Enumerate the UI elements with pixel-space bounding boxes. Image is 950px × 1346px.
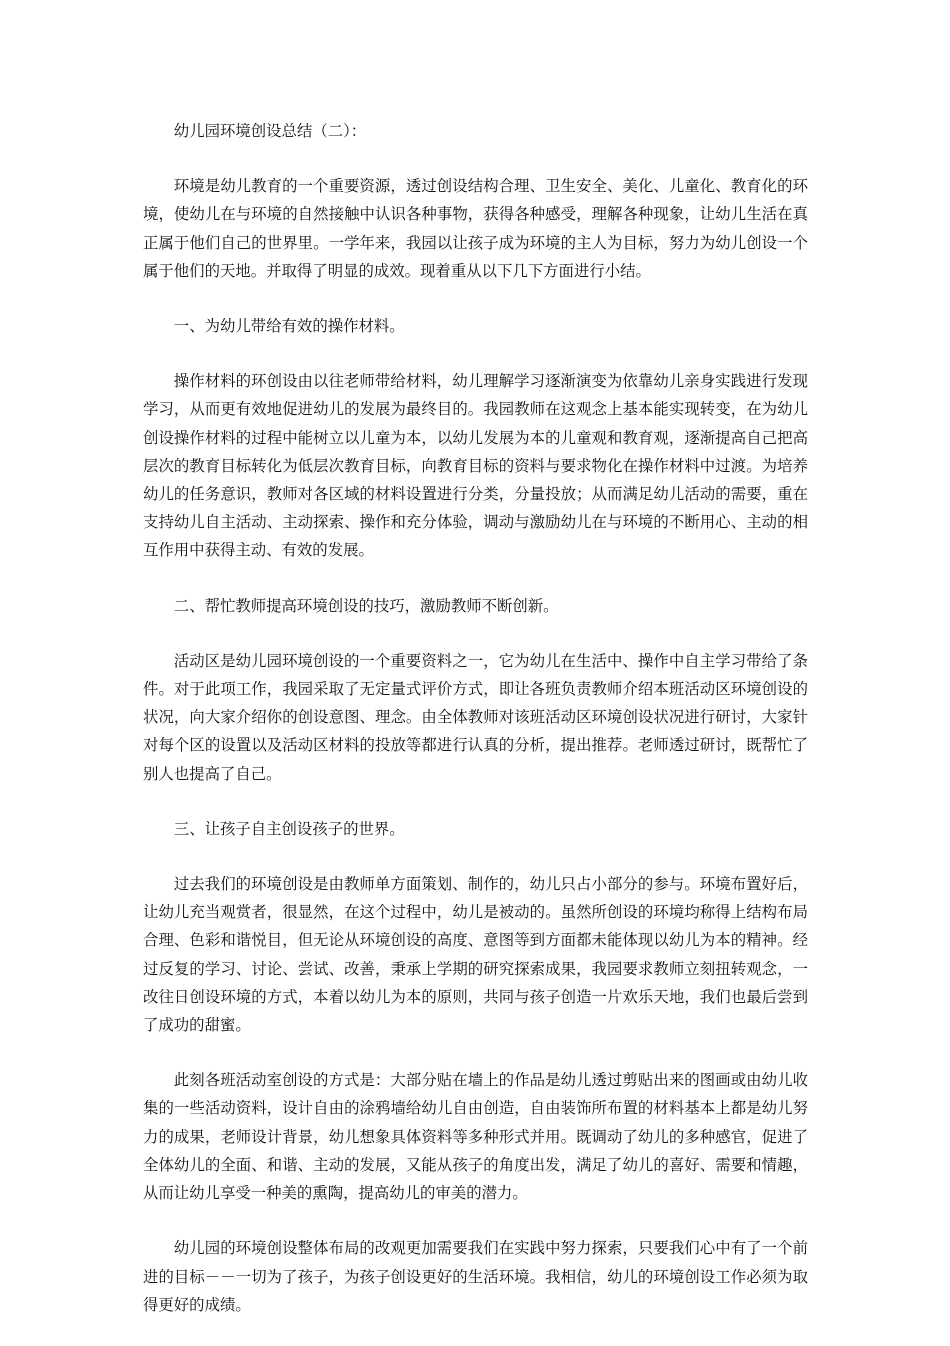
section-2-paragraph: 活动区是幼儿园环境创设的一个重要资料之一，它为幼儿在生活中、操作中自主学习带给了条件。对于此项工作，我园采取了无定量式评价方式，即让各班负责教师介绍本班活动区环境创设的状况，向大家介绍你的创设意图、理念。由全体教师对该班活动区环境创设状况进行研讨，大家针对每个区的设置以及活动区材料的投放等都进行认真的分析，提出推荐。老师透过研讨，既帮忙了别人也提高了自己。 xyxy=(143,651,808,783)
section-1-heading: 一、为幼儿带给有效的操作材料。 xyxy=(173,317,405,336)
conclusion-paragraph: 幼儿园的环境创设整体布局的改观更加需要我们在实践中努力探索，只要我们心中有了一个前进的目标－－一切为了孩子，为孩子创设更好的生活环境。我相信，幼儿的环境创设工作必须为取得更好的成绩。 xyxy=(143,1239,808,1314)
document-title: 幼儿园环境创设总结（二）： xyxy=(173,122,367,140)
section-3-paragraph: 过去我们的环境创设是由教师单方面策划、制作的，幼儿只占小部分的参与。环境布置好后，让幼儿充当观赏者，很显然，在这个过程中，幼儿是被动的。虽然所创设的环境均称得上结构布局合理、色彩和谐悦目，但无论从环境创设的高度、意图等到方面都未能体现以幼儿为本的精神。经过反复的学习、讨论、尝试、改善，秉承上学期的研究探索成果，我园要求教师立刻扭转观念，一改往日创设环境的方式，本着以幼儿为本的原则，共同与孩子创造一片欢乐天地，我们也最后尝到了成功的甜蜜。 xyxy=(143,875,808,1035)
section-1-paragraph: 操作材料的环创设由以往老师带给材料，幼儿理解学习逐渐演变为依靠幼儿亲身实践进行发现学习，从而更有效地促进幼儿的发展为最终目的。我园教师在这观念上基本能实现转变，在为幼儿创设操作材料的过程中能树立以儿童为本，以幼儿发展为本的儿童观和教育观，逐渐提高自己把高层次的教育目标转化为低层次教育目标，向教育目标的资料与要求物化在操作材料中过渡。为培养幼儿的任务意识，教师对各区域的材料设置进行分类，分量投放；从而满足幼儿活动的需要，重在支持幼儿自主活动、主动探索、操作和充分体验，调动与激励幼儿在与环境的不断用心、主动的相互作用中获得主动、有效的发展。 xyxy=(143,372,808,560)
intro-paragraph: 环境是幼儿教育的一个重要资源，透过创设结构合理、卫生安全、美化、儿童化、教育化的环境，使幼儿在与环境的自然接触中认识各种事物，获得各种感受，理解各种现象，让幼儿生活在真正属于他们自己的世界里。一学年来，我园以让孩子成为环境的主人为目标，努力为幼儿创设一个属于他们的天地。并取得了明显的成效。现着重从以下几下方面进行小结。 xyxy=(143,177,808,280)
document-body xyxy=(143,117,808,1346)
section-2-heading: 二、帮忙教师提高环境创设的技巧，激励教师不断创新。 xyxy=(173,596,559,615)
section-3-heading: 三、让孩子自主创设孩子的世界。 xyxy=(173,819,405,838)
section-3-paragraph-2: 此刻各班活动室创设的方式是：大部分贴在墙上的作品是幼儿透过剪贴出来的图画或由幼儿收集的一些活动资料，设计自由的涂鸦墙给幼儿自由创造，自由装饰所布置的材料基本上都是幼儿努力的成果，老师设计背景，幼儿想象具体资料等多种形式并用。既调动了幼儿的多种感官，促进了全体幼儿的全面、和谐、主动的发展，又能从孩子的角度出发，满足了幼儿的喜好、需要和情趣，从而让幼儿享受一种美的熏陶，提高幼儿的审美的潜力。 xyxy=(143,1071,808,1203)
